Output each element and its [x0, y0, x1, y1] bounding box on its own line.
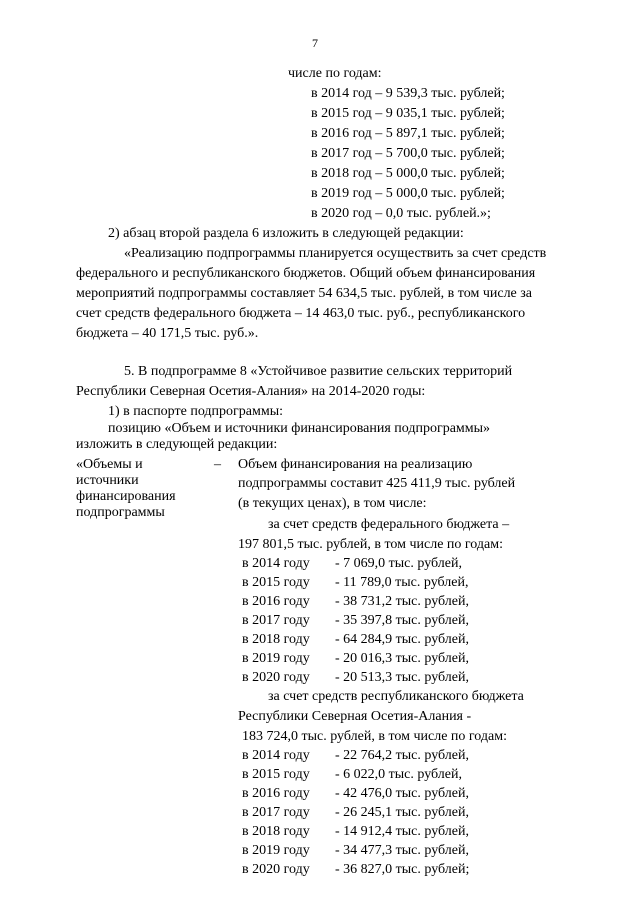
republic-year: в 2020 году: [242, 862, 310, 877]
year-line: в 2018 год – 5 000,0 тыс. рублей;: [311, 166, 505, 181]
year-line: в 2019 год – 5 000,0 тыс. рублей;: [311, 186, 505, 201]
federal-amount: - 64 284,9 тыс. рублей,: [335, 632, 469, 647]
item2-line: мероприятий подпрограммы составляет 54 634,5 тыс. рублей, в том числе за: [76, 286, 533, 301]
federal-year: в 2015 году: [242, 575, 310, 590]
years-intro: числе по годам:: [288, 66, 382, 81]
republic-year: в 2016 году: [242, 786, 310, 801]
republic-amount: - 42 476,0 тыс. рублей,: [335, 786, 469, 801]
year-line: в 2017 год – 5 700,0 тыс. рублей;: [311, 146, 505, 161]
republic-amount: - 22 764,2 тыс. рублей,: [335, 748, 469, 763]
republic-amount: - 14 912,4 тыс. рублей,: [335, 824, 469, 839]
page-number: 7: [312, 36, 318, 50]
republic-year: в 2014 году: [242, 748, 310, 763]
federal-year: в 2016 году: [242, 594, 310, 609]
year-line: в 2016 год – 5 897,1 тыс. рублей;: [311, 126, 505, 141]
republic-year: в 2018 году: [242, 824, 310, 839]
section5-line: изложить в следующей редакции:: [76, 437, 278, 452]
federal-year: в 2019 году: [242, 651, 310, 666]
federal-amount: - 38 731,2 тыс. рублей,: [335, 594, 469, 609]
federal-year: в 2014 году: [242, 556, 310, 571]
financing-text-line: подпрограммы составит 425 411,9 тыс. рублей: [238, 476, 516, 491]
federal-year: в 2017 году: [242, 613, 310, 628]
table-dash: –: [214, 457, 221, 472]
federal-budget-line: за счет средств федерального бюджета –: [268, 517, 510, 532]
year-line: в 2014 год – 9 539,3 тыс. рублей;: [311, 86, 505, 101]
federal-amount: - 20 513,3 тыс. рублей,: [335, 670, 469, 685]
item2-line: «Реализацию подпрограммы планируется осуществить за счет средств: [124, 246, 547, 261]
financing-text-line: Объем финансирования на реализацию: [238, 457, 473, 472]
item2-heading: 2) абзац второй раздела 6 изложить в следующей редакции:: [108, 226, 464, 241]
item2-line: счет средств федерального бюджета – 14 463,0 тыс. руб., республиканского: [76, 306, 526, 321]
republic-budget-line: за счет средств республиканского бюджета: [268, 689, 524, 704]
section5-subitem: 1) в паспорте подпрограммы:: [108, 404, 284, 419]
republic-year: в 2019 году: [242, 843, 310, 858]
section5-line: Республики Северная Осетия-Алания» на 2014-2020 годы:: [76, 384, 426, 399]
republic-amount: - 36 827,0 тыс. рублей;: [335, 862, 470, 877]
republic-budget-line: Республики Северная Осетия-Алания -: [238, 709, 472, 724]
republic-budget-line: 183 724,0 тыс. рублей, в том числе по годам:: [242, 729, 507, 744]
republic-year: в 2015 году: [242, 767, 310, 782]
federal-year: в 2020 году: [242, 670, 310, 685]
year-line: в 2020 год – 0,0 тыс. рублей.»;: [311, 206, 491, 221]
year-line: в 2015 год – 9 035,1 тыс. рублей;: [311, 106, 505, 121]
federal-amount: - 35 397,8 тыс. рублей,: [335, 613, 469, 628]
republic-amount: - 34 477,3 тыс. рублей,: [335, 843, 469, 858]
table-left-label: «Объемы и источники финансирования подпрограммы: [76, 457, 176, 520]
section5-line: 5. В подпрограмме 8 «Устойчивое развитие сельских территорий: [124, 364, 513, 379]
federal-amount: - 20 016,3 тыс. рублей,: [335, 651, 469, 666]
republic-amount: - 6 022,0 тыс. рублей,: [335, 767, 462, 782]
federal-budget-line: 197 801,5 тыс. рублей, в том числе по годам:: [238, 537, 503, 552]
federal-year: в 2018 году: [242, 632, 310, 647]
federal-amount: - 7 069,0 тыс. рублей,: [335, 556, 462, 571]
republic-year: в 2017 году: [242, 805, 310, 820]
republic-amount: - 26 245,1 тыс. рублей,: [335, 805, 469, 820]
financing-text-line: (в текущих ценах), в том числе:: [238, 496, 427, 511]
item2-line: бюджета – 40 171,5 тыс. руб.».: [76, 326, 259, 341]
federal-amount: - 11 789,0 тыс. рублей,: [335, 575, 469, 590]
section5-line: позицию «Объем и источники финансирования подпрограммы»: [108, 421, 491, 436]
item2-line: федерального и республиканского бюджетов. Общий объем финансирования: [76, 266, 536, 281]
